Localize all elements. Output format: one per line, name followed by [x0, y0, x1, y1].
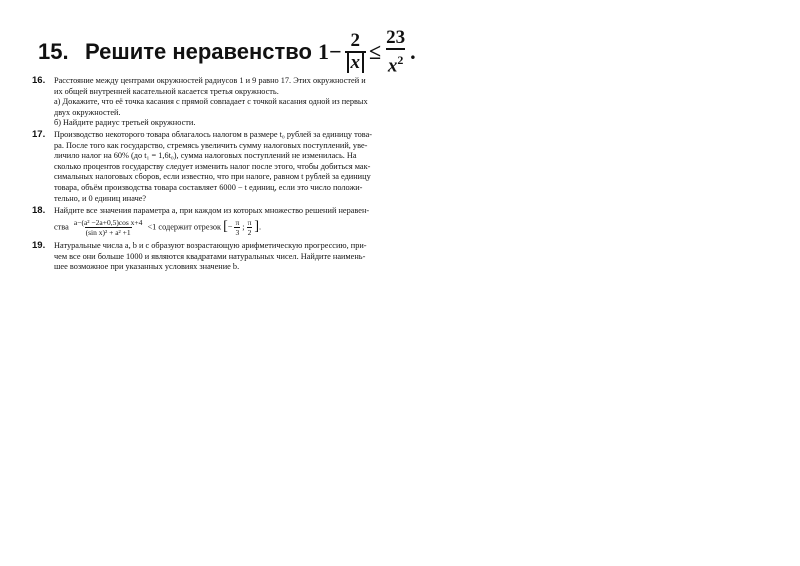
- inequality-one: 1: [317, 39, 329, 64]
- formula-end: .: [259, 222, 262, 231]
- problem-15-text: Решите неравенство: [85, 39, 312, 64]
- formula-fraction: [73, 218, 144, 237]
- problem-18: [32, 206, 392, 237]
- inequality-period: .: [410, 39, 416, 64]
- fraction-numerator: π: [247, 217, 252, 227]
- fraction-denominator: 2: [247, 227, 252, 237]
- formula-numerator: a−(a² −2a+0,5)cos x+4: [73, 217, 143, 227]
- problem-16-number: 16.: [32, 75, 46, 86]
- problem-line: ра. После того как государство, стремясь увеличить сумму налоговых поступлений, уве-: [54, 140, 368, 150]
- problem-line: Найдите все значения параметра a, при каждом из которых множество решений неравен-: [54, 206, 370, 215]
- interval-fraction-a: [234, 218, 240, 237]
- interval-left-bracket: [: [223, 218, 228, 234]
- problem-19: [32, 241, 392, 273]
- problem-line: шее возможное при указанных условиях значение b.: [54, 262, 240, 272]
- problem-line: чем все они больше 1000 и являются квадратами натуральных чисел. Найдите наимень-: [54, 251, 366, 261]
- problem-16-body: [54, 76, 392, 129]
- inequality-leq: ≤: [369, 39, 382, 64]
- interval-minus: −: [227, 222, 233, 231]
- inequality-minus: −: [328, 39, 342, 64]
- fraction-denominator: [345, 51, 367, 73]
- fraction-numerator: π: [235, 217, 240, 227]
- formula-denominator: (sin x)² + a² +1: [85, 227, 131, 237]
- problem-19-body: [54, 241, 392, 273]
- problem-line: симальных налоговых сборов, если известно, что при налоге, равном t рублей за единицу: [54, 172, 371, 182]
- fraction-2-over-abs-x: [345, 31, 367, 73]
- formula-lead: ства: [54, 222, 69, 231]
- problem-18-number: 18.: [32, 205, 46, 216]
- problem-18-body: [54, 206, 392, 237]
- problem-line: двух окружностей.: [54, 107, 121, 117]
- problem-line: их общей внутренней касательной касается третья окружность.: [54, 86, 279, 96]
- problem-line: а) Докажите, что её точка касания с прямой совпадает с точкой касания одной из первых: [54, 97, 368, 107]
- formula-after: <1 содержит отрезок: [147, 222, 222, 231]
- problem-18-formula-line: [54, 218, 392, 237]
- fraction-denominator: 3: [235, 227, 240, 237]
- problem-line: тельно, и 0 единиц иначе?: [54, 193, 147, 203]
- problem-17-number: 17.: [32, 129, 46, 140]
- problem-line: Производство некоторого товара облагалось налогом в размере t₀ рублей за единицу това-: [54, 130, 373, 139]
- problem-line: б) Найдите радиус третьей окружности.: [54, 118, 196, 128]
- problem-line: личило налог на 60% (до t₁ = 1,6t₀), сумма налоговых поступлений не изменилась. На: [54, 151, 357, 161]
- fraction-numerator: 23: [386, 26, 406, 48]
- fraction-denominator: [386, 48, 406, 76]
- var-x: x: [387, 55, 398, 77]
- problem-line: сколько процентов государству следует изменить налог после этого, чтобы добиться мак-: [54, 161, 371, 171]
- interval-fraction-b: [247, 218, 253, 237]
- interval-separator: ;: [242, 222, 245, 231]
- problem-17-body: [54, 130, 392, 204]
- interval-right-bracket: ]: [254, 218, 260, 234]
- problem-15-inequality: [318, 28, 416, 76]
- problem-17: [32, 130, 392, 204]
- fraction-numerator: 2: [350, 30, 361, 51]
- problem-15-number: 15.: [38, 39, 69, 64]
- problem-19-number: 19.: [32, 240, 46, 251]
- problem-line: товара, объём производства товара составляет 6000 − t единиц, если это число положи-: [54, 182, 363, 192]
- fraction-23-over-x-squared: [384, 28, 407, 76]
- problem-line: Натуральные числа a, b и c образуют возрастающую арифметическую прогрессию, при-: [54, 241, 367, 250]
- problem-line: Расстояние между центрами окружностей радиусов 1 и 9 равно 17. Этих окружностей и: [54, 76, 366, 85]
- exponent: 2: [397, 52, 404, 67]
- problem-16: [32, 76, 392, 129]
- problem-15: [38, 26, 416, 77]
- abs-x: x: [347, 52, 365, 73]
